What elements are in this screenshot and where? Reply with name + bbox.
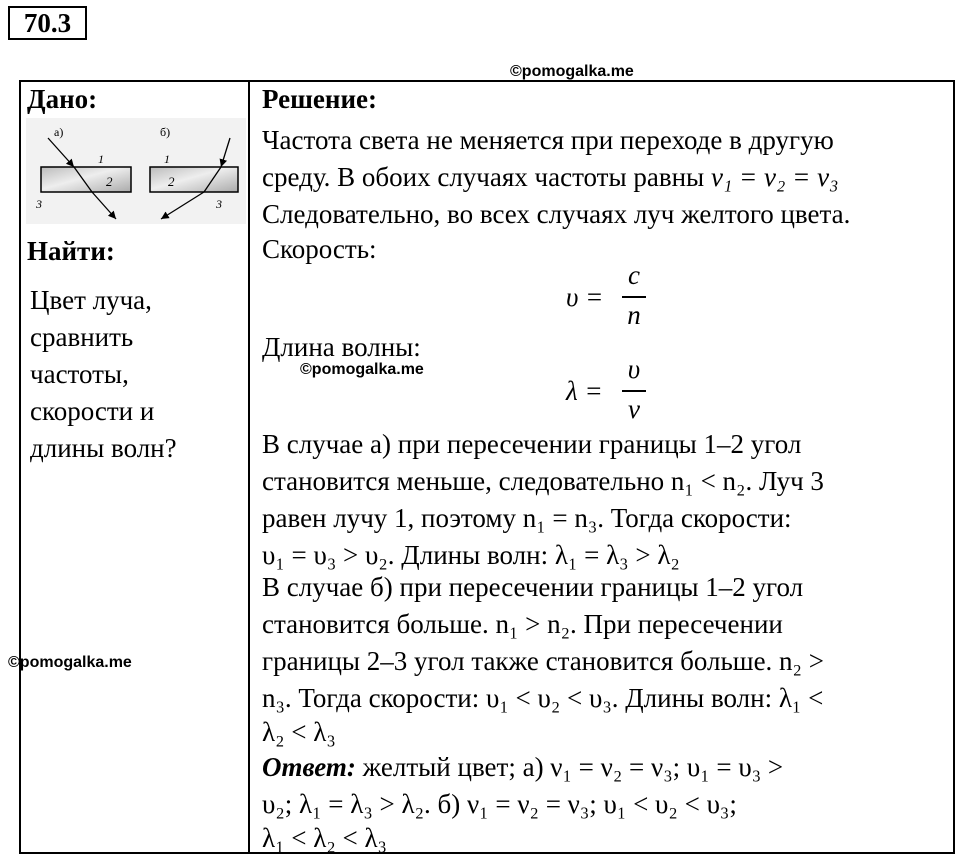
glass-slab-a xyxy=(41,167,131,192)
answer-line xyxy=(262,749,783,786)
medium-1-a: 1 xyxy=(98,152,104,166)
solution-text: среду. В обоих случаях частоты равны xyxy=(262,162,711,192)
case-a-line: В случае а) при пересечении границы 1–2 угол xyxy=(262,429,802,459)
answer-label: Ответ: xyxy=(262,752,356,782)
find-line: скорости и xyxy=(30,396,155,426)
find-text xyxy=(30,282,245,467)
case-b-line: В случае б) при пересечении границы 1–2 угол xyxy=(262,572,804,602)
formula-lhs: υ = xyxy=(566,282,604,312)
find-line: сравнить xyxy=(30,322,134,352)
case-a-line: становится меньше, следовательно n₁ < n₂. Луч 3 xyxy=(262,466,824,496)
find-heading: Найти: xyxy=(27,236,115,266)
glass-slab-b xyxy=(150,167,238,192)
formula-denominator: ν xyxy=(628,394,640,424)
case-b-line: становится больше. n₁ > n₂. При пересечении xyxy=(262,609,783,639)
wavelength-label: Длина волны: xyxy=(262,332,421,362)
answer-line: λ₁ < λ₂ < λ₃ xyxy=(262,823,387,853)
solution-line: Частота света не меняется при переходе в другую xyxy=(262,125,834,155)
watermark-left: ©pomogalka.me xyxy=(8,654,132,671)
case-b-line: n₃. Тогда скорости: υ₁ < υ₂ < υ₃. Длины волн: λ₁ < xyxy=(262,683,824,713)
given-heading: Дано: xyxy=(27,84,98,114)
formula-lhs: λ = xyxy=(566,376,603,406)
formula-denominator: n xyxy=(627,300,641,330)
case-b-line: λ₂ < λ₃ xyxy=(262,717,336,747)
column-divider xyxy=(248,80,250,854)
find-line: Цвет луча, xyxy=(30,285,152,315)
solution-line: Следовательно, во всех случаях луч желтого цвета. xyxy=(262,199,851,229)
answer-text: желтый цвет; а) ν₁ = ν₂ = ν₃; υ₁ = υ₃ > xyxy=(355,752,784,782)
formula-numerator: c xyxy=(628,260,640,290)
speed-label: Скорость: xyxy=(262,234,377,264)
fraction-bar xyxy=(622,390,646,392)
watermark-top: ©pomogalka.me xyxy=(510,63,634,80)
formula-numerator: υ xyxy=(627,354,641,384)
case-a-line: υ₁ = υ₃ > υ₂. Длины волн: λ₁ = λ₃ > λ₂ xyxy=(262,540,680,570)
answer-line: υ₂; λ₁ = λ₃ > λ₂. б) ν₁ = ν₂ = ν₃; υ₁ < υ₂ < υ₃; xyxy=(262,789,737,819)
medium-2-a: 2 xyxy=(106,174,113,189)
medium-3-a: 3 xyxy=(36,197,42,211)
refraction-figure xyxy=(26,118,246,224)
frequency-equality: ν₁ = ν₂ = ν₃ xyxy=(710,162,839,192)
find-line: частоты, xyxy=(30,359,129,389)
problem-number: 70.3 xyxy=(8,6,87,40)
medium-1-b: 1 xyxy=(164,152,170,166)
solution-heading: Решение: xyxy=(262,84,377,114)
case-a-line: равен лучу 1, поэтому n₁ = n₃. Тогда скорости: xyxy=(262,503,792,533)
medium-3-b: 3 xyxy=(216,197,222,211)
watermark-middle: ©pomogalka.me xyxy=(300,361,424,378)
solution-line xyxy=(262,159,839,196)
figure-label-a: а) xyxy=(54,125,64,139)
find-line: длины волн? xyxy=(30,433,177,463)
fraction-bar xyxy=(622,296,646,298)
figure-label-b: б) xyxy=(160,125,171,139)
medium-2-b: 2 xyxy=(168,174,175,189)
case-b-line: границы 2–3 угол также становится больше. n₂ > xyxy=(262,646,824,676)
